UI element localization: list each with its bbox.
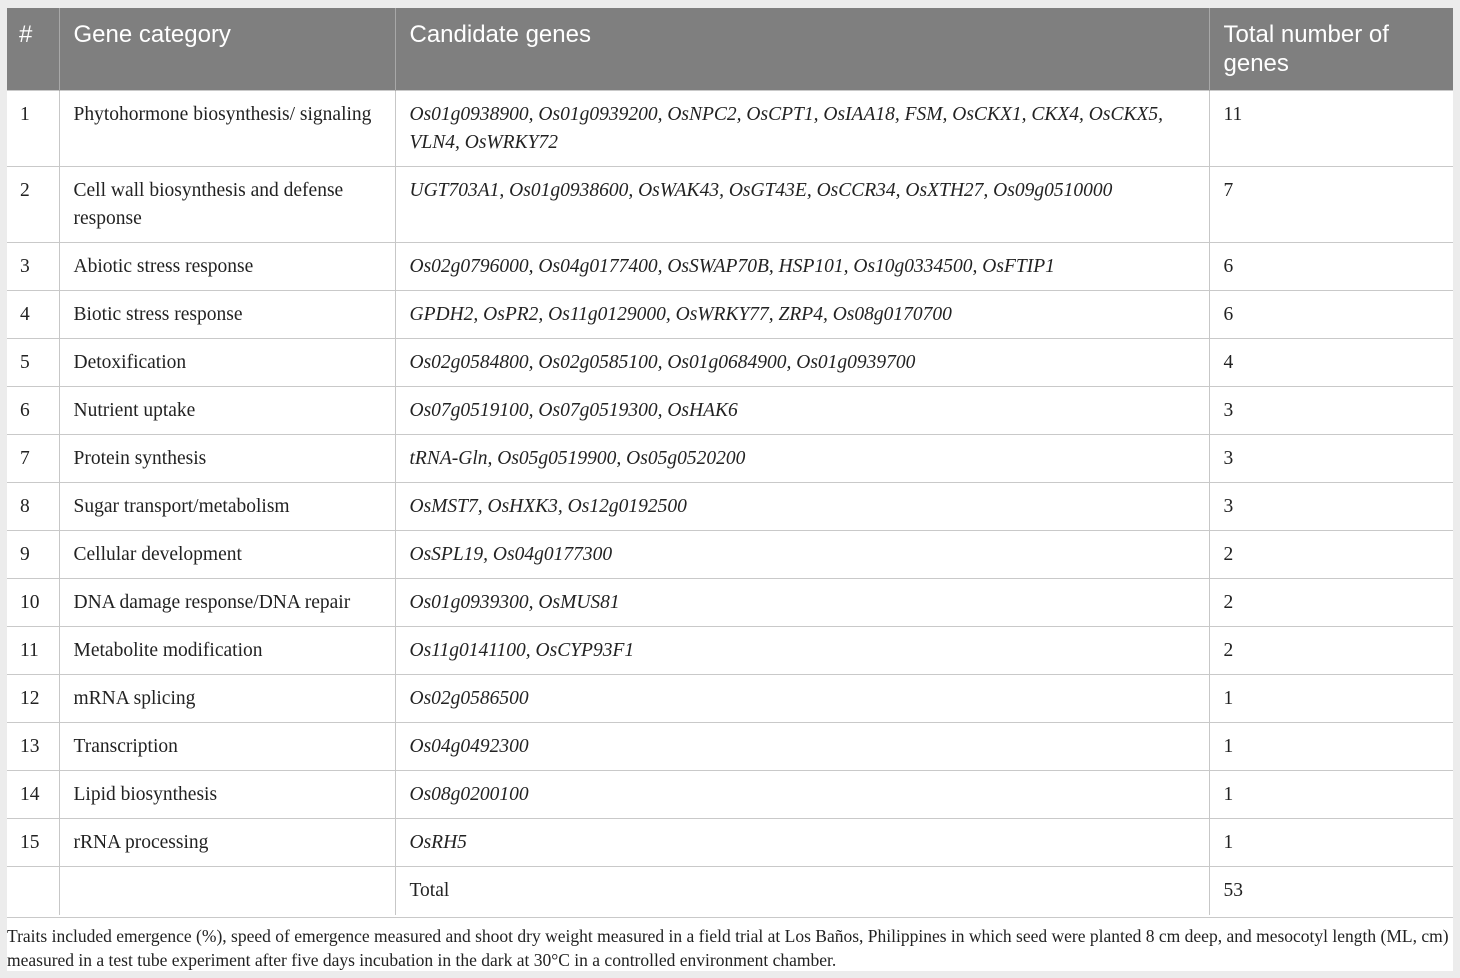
row-category: Metabolite modification — [59, 627, 395, 675]
row-num: 11 — [7, 627, 59, 675]
table-row — [7, 771, 1453, 819]
row-genes: UGT703A1, Os01g0938600, OsWAK43, OsGT43E, OsCCR34, OsXTH27, Os09g0510000 — [395, 167, 1209, 243]
total-value: 53 — [1209, 867, 1453, 915]
row-total: 3 — [1209, 435, 1453, 483]
header-total: Total number of genes — [1209, 8, 1453, 91]
table-footnote: Traits included emergence (%), speed of emergence measured and shoot dry weight measured in a field trial at Los Baños, Philippines in which seed were planted 8 cm deep, and mesocotyl length (ML, cm) measured in a test tube experiment after five days incubation in the dark at 30°C in a controlled environment chamber. — [7, 917, 1453, 972]
total-label: Total — [395, 867, 1209, 915]
table-row — [7, 579, 1453, 627]
row-num: 3 — [7, 243, 59, 291]
row-total: 1 — [1209, 771, 1453, 819]
row-num: 14 — [7, 771, 59, 819]
row-total: 7 — [1209, 167, 1453, 243]
row-total: 6 — [1209, 243, 1453, 291]
row-genes: tRNA-Gln, Os05g0519900, Os05g0520200 — [395, 435, 1209, 483]
table-row — [7, 91, 1453, 167]
row-num: 9 — [7, 531, 59, 579]
row-category: mRNA splicing — [59, 675, 395, 723]
table-row — [7, 339, 1453, 387]
row-num: 7 — [7, 435, 59, 483]
row-category: Nutrient uptake — [59, 387, 395, 435]
table-row — [7, 291, 1453, 339]
row-category: Transcription — [59, 723, 395, 771]
total-row-num — [7, 867, 59, 915]
row-category: rRNA processing — [59, 819, 395, 867]
table-header — [7, 8, 1453, 91]
table-row — [7, 435, 1453, 483]
table-frame — [7, 8, 1453, 971]
table-row — [7, 387, 1453, 435]
row-category: Protein synthesis — [59, 435, 395, 483]
row-genes: Os02g0796000, Os04g0177400, OsSWAP70B, HSP101, Os10g0334500, OsFTIP1 — [395, 243, 1209, 291]
row-total: 3 — [1209, 387, 1453, 435]
row-category: Cellular development — [59, 531, 395, 579]
row-category: DNA damage response/DNA repair — [59, 579, 395, 627]
row-genes: Os02g0584800, Os02g0585100, Os01g0684900, Os01g0939700 — [395, 339, 1209, 387]
row-num: 8 — [7, 483, 59, 531]
row-genes: GPDH2, OsPR2, Os11g0129000, OsWRKY77, ZRP4, Os08g0170700 — [395, 291, 1209, 339]
row-total: 1 — [1209, 819, 1453, 867]
header-category: Gene category — [59, 8, 395, 91]
row-category: Cell wall biosynthesis and defense response — [59, 167, 395, 243]
total-row — [7, 867, 1453, 915]
row-genes: OsMST7, OsHXK3, Os12g0192500 — [395, 483, 1209, 531]
row-num: 15 — [7, 819, 59, 867]
row-genes: OsSPL19, Os04g0177300 — [395, 531, 1209, 579]
row-genes: Os04g0492300 — [395, 723, 1209, 771]
table-row — [7, 819, 1453, 867]
row-total: 2 — [1209, 579, 1453, 627]
row-genes: Os07g0519100, Os07g0519300, OsHAK6 — [395, 387, 1209, 435]
candidate-genes-table — [7, 8, 1453, 915]
row-category: Abiotic stress response — [59, 243, 395, 291]
table-row — [7, 675, 1453, 723]
row-num: 6 — [7, 387, 59, 435]
row-total: 1 — [1209, 675, 1453, 723]
row-genes: Os01g0939300, OsMUS81 — [395, 579, 1209, 627]
row-category: Lipid biosynthesis — [59, 771, 395, 819]
row-num: 10 — [7, 579, 59, 627]
table-row — [7, 167, 1453, 243]
table-row — [7, 243, 1453, 291]
row-total: 6 — [1209, 291, 1453, 339]
row-total: 11 — [1209, 91, 1453, 167]
row-total: 2 — [1209, 627, 1453, 675]
row-genes: Os01g0938900, Os01g0939200, OsNPC2, OsCPT1, OsIAA18, FSM, OsCKX1, CKX4, OsCKX5, VLN4, OsWRKY72 — [395, 91, 1209, 167]
header-candidate-genes: Candidate genes — [395, 8, 1209, 91]
row-category: Sugar transport/metabolism — [59, 483, 395, 531]
table-row — [7, 627, 1453, 675]
row-num: 12 — [7, 675, 59, 723]
row-genes: Os11g0141100, OsCYP93F1 — [395, 627, 1209, 675]
row-genes: Os02g0586500 — [395, 675, 1209, 723]
row-total: 3 — [1209, 483, 1453, 531]
header-num: # — [7, 8, 59, 91]
row-category: Phytohormone biosynthesis/ signaling — [59, 91, 395, 167]
row-num: 1 — [7, 91, 59, 167]
table-row — [7, 483, 1453, 531]
row-num: 13 — [7, 723, 59, 771]
row-total: 4 — [1209, 339, 1453, 387]
row-total: 2 — [1209, 531, 1453, 579]
row-num: 2 — [7, 167, 59, 243]
table-row — [7, 723, 1453, 771]
total-row-category — [59, 867, 395, 915]
table-body — [7, 91, 1453, 915]
row-genes: Os08g0200100 — [395, 771, 1209, 819]
row-genes: OsRH5 — [395, 819, 1209, 867]
row-total: 1 — [1209, 723, 1453, 771]
table-row — [7, 531, 1453, 579]
row-num: 5 — [7, 339, 59, 387]
row-num: 4 — [7, 291, 59, 339]
row-category: Biotic stress response — [59, 291, 395, 339]
row-category: Detoxification — [59, 339, 395, 387]
